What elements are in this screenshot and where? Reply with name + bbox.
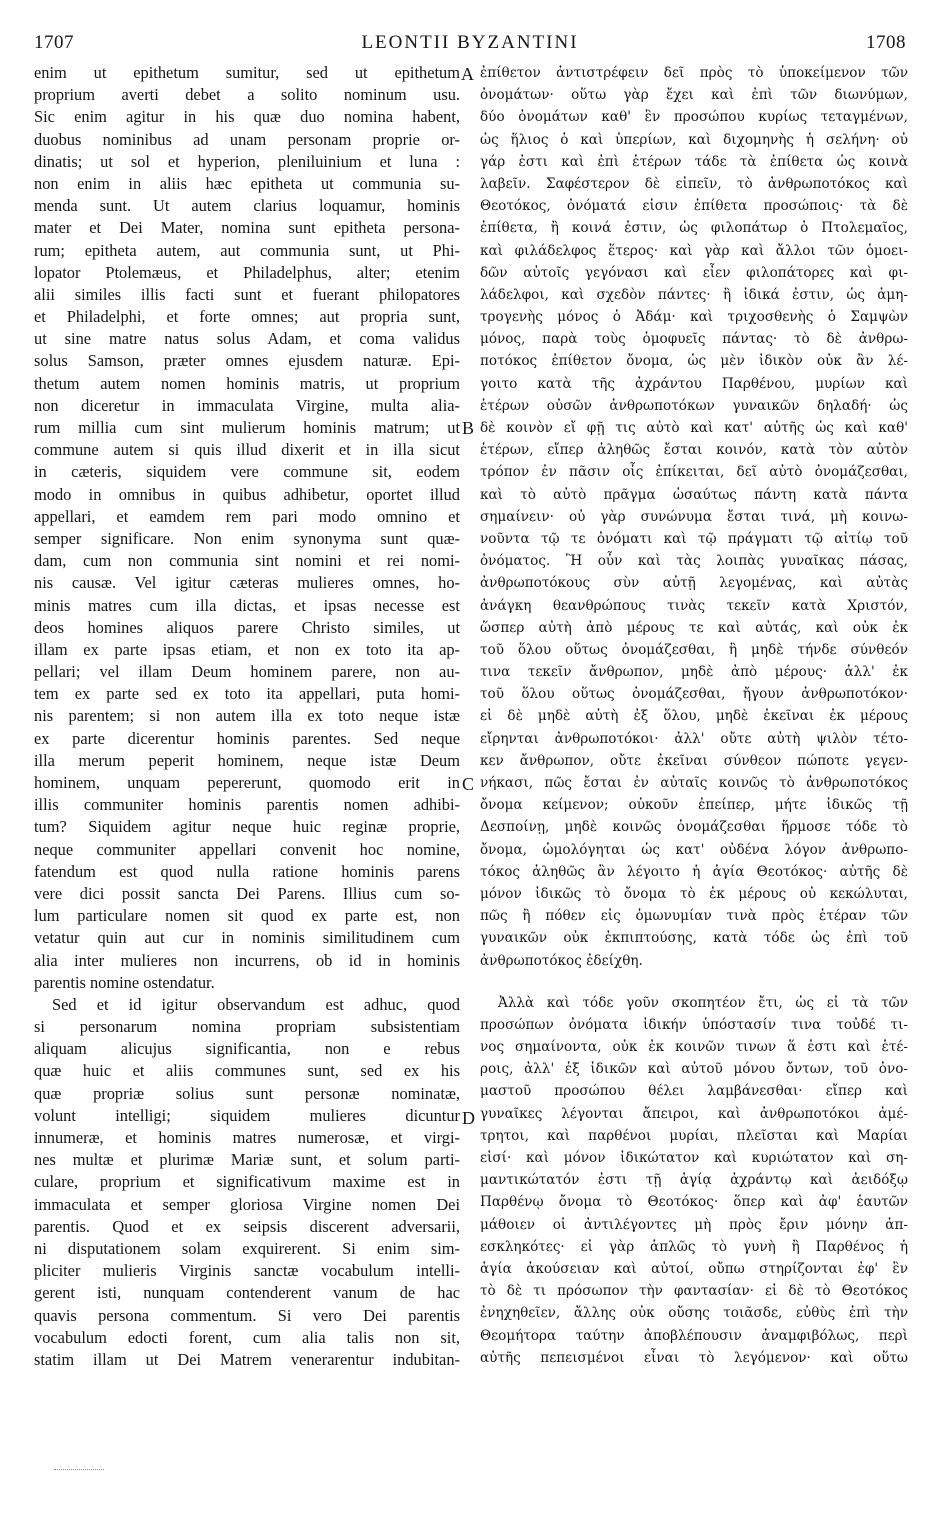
greek-text-line: γοιτο κατὰ τῆς ἀχράντου Παρθένου, μυρίων καὶ: [480, 375, 908, 392]
latin-text-line: minis matres cum illa dictas, et ipsas necesse est: [34, 595, 460, 615]
latin-text-line: illis communiter hominis parentis nomen adhibi-: [34, 795, 460, 815]
greek-text-line: ἐνηχηθεῖεν, ἄλλης οὐκ οὔσης τοιᾶσδε, εὐθὺς ἐπὶ τὴν: [480, 1305, 908, 1322]
latin-text-line: non diceretur in immaculata Virgine, multa alia-: [34, 395, 460, 415]
greek-text-line: γυναῖκες λέγονται ἄπειροι, καὶ ἀνθρωποτόκοι ἀμέ-: [480, 1105, 908, 1122]
latin-text-line: proprium averti debet a solito nominum usu.: [34, 85, 460, 105]
latin-text-line: menda sunt. Ut autem clarius loquamur, hominis: [34, 196, 460, 216]
latin-text-line: pellari; vel illam Deum hominem parere, non au-: [34, 662, 460, 682]
latin-column: [34, 62, 460, 1371]
margin-marker-c: C: [462, 774, 475, 794]
greek-text-line: Θεομήτορα ταύτην ἀποβλέπουσιν ἀναμφιβόλως, περὶ: [480, 1327, 908, 1344]
latin-text-line: vocabulum edocti forent, cum alia talis non sit,: [34, 1327, 460, 1347]
margin-marker-b: B: [462, 418, 475, 438]
greek-text-line: καὶ τὸ αὐτὸ πρᾶγμα ὡσαύτως πάντη κατὰ πάντα: [480, 486, 908, 503]
greek-text-line: εἴρηνται ἀνθρωποτόκοι· ἀλλ' οὔτε αὐτὴ ψιλὸν τέτο-: [480, 730, 908, 747]
latin-text-line: mater et Dei Mater, nomina sunt epitheta persona-: [34, 218, 460, 238]
greek-text-line: εσκληκότες· εἰ γὰρ ἁπλῶς τὸ γυνὴ ἢ Παρθένος ἡ: [480, 1238, 908, 1255]
latin-text-line: innumeræ, et hominis matres numerosæ, et virgi-: [34, 1128, 460, 1147]
greek-text-line: τρητοι, καὶ παρθένοι μυρίαι, πλεῖσται καὶ Μαρίαι: [480, 1127, 908, 1144]
greek-text-line: τὸ δὲ τι πρόσωπον τὴν φαντασίαν· εἰ δὲ τὸ Θεοτόκος: [480, 1283, 908, 1300]
greek-text-line: Θεοτόκος, ὀνόματά εἰσιν ἐπίθετα προσώποις· τὰ δὲ: [480, 198, 908, 215]
latin-text-line: nes multæ et plurimæ Mariæ sunt, et solum parti-: [34, 1150, 460, 1170]
footer-rule: [54, 1469, 104, 1470]
latin-text-line: pliciter mulieris Virginis sanctæ vocabulum intelli-: [34, 1261, 460, 1281]
running-title: LEONTII BYZANTINI: [361, 32, 579, 53]
latin-text-line: dam, cum non communia sint nomini et rei nomi-: [34, 551, 460, 571]
latin-text-line: non enim in aliis hæc epitheta ut communia su-: [34, 173, 460, 193]
greek-text-line: ὡς ἥλιος ὁ καὶ ὑπερίων, καὶ διχομηνὴς ἡ σελήνη· οὐ: [480, 131, 908, 148]
latin-text-line: thetum autem nomen hominis matris, ut proprium: [34, 373, 460, 393]
greek-text-line: κεν ἄνθρωπον, οὔτε ἐκεῖναι σύνθεον πώποτε γεγεν-: [480, 752, 908, 769]
greek-text-line: ὄνομα, ὡμολόγηται ὡς κατ' οὐδένα λόγον ἀνθρωπο-: [480, 841, 908, 858]
greek-text-line: ὀνόματος. Ἢ οὖν καὶ τὰς λοιπὰς γυναῖκας πάσας,: [480, 553, 908, 570]
latin-text-line: ut sine matre natus solus Adam, et coma validus: [34, 329, 460, 349]
greek-text-line: τοῦ ὅλου οὕτως ὀνομάζεσθαι, ἢ μηδὲ τήνδε σύνθεόν: [480, 641, 908, 658]
greek-text-line: προσώπων ὀνόματα ἰδικήν ὑπόστασίν τινα τοὐδέ τι-: [480, 1016, 908, 1033]
greek-text-line: δῶν αὐτοῖς γεγόνασι καὶ εἶεν φιλοπάτορες καὶ φι-: [480, 264, 908, 281]
latin-text-line: quæ huic et aliis communes sunt, sed ex his: [34, 1061, 460, 1081]
greek-text-line: μάθοιεν οἱ ἀντιλέγοντες μὴ πρὸς ἔριν μόνην ἀπ-: [480, 1216, 908, 1233]
greek-text-line: ἀνάγκη θεανθρώπους τινὰς τεκεῖν κατὰ Χριστόν,: [480, 597, 908, 614]
greek-text-line: νος σημαίνοντα, οὐκ ἐκ κοινῶν τινων ἅ ἐστι καὶ ἑτέ-: [480, 1039, 908, 1056]
latin-text-line: Sic enim agitur in his quæ duo nomina habent,: [34, 107, 460, 127]
left-page-number: 1707: [34, 32, 74, 53]
latin-text-line: hominem, unquam pepererunt, quomodo erit in: [34, 773, 460, 792]
latin-text-line: nis parentem; si non autem illa ex toto neque istæ: [34, 706, 460, 726]
latin-text-line: deos homines aliquos parere Christo similes, ut: [34, 617, 460, 637]
greek-text-line: μόνον ἰδικῶς τὸ ὄνομα τὸ ἐκ μέρους οὐ κεκώλυται,: [480, 885, 908, 902]
greek-text-line: δὲ κοινὸν εἴ φῇ τις αὐτὸ καὶ κατ' αὐτῆς ὡς καὶ καθ': [480, 420, 908, 436]
greek-text-line: μαντικώτατόν ἐστι τῇ ἁγίᾳ ἀχράντῳ καὶ ἀειδόξῳ: [480, 1172, 908, 1189]
latin-text-line: gerent isti, nunquam contenderent vanum de hac: [34, 1283, 460, 1303]
latin-text-line: dinatis; ut sol et hyperion, pleniluinium et luna :: [34, 151, 460, 171]
greek-text-line: ὥσπερ αὐτὴ ἀπὸ μέρους τε καὶ αὐτάς, καὶ οὐκ ἐκ: [480, 619, 908, 636]
greek-text-line: λάδελφοι, καὶ σχεδὸν πάντες· ἢ ἰδικά ἐστιν, ὡς ἀμη-: [480, 286, 908, 303]
greek-text-line: τρογενὴς μόνος ὁ Ἀδάμ· καὶ τριχοσθενὴς ὁ Σαμψὼν: [480, 309, 908, 326]
latin-text-line: ni disputationem solam exquirerent. Si enim sim-: [34, 1238, 460, 1258]
latin-text-line: culare, proprium et significativum maxime est in: [34, 1172, 460, 1192]
latin-text-line: illam ex parte ipsas etiam, et non ex toto ita ap-: [34, 639, 460, 659]
greek-text-line: γυναικῶν οὐκ ἐκπιπτούσης, κατὰ τόδε ὡς ἐπὶ τοῦ: [480, 930, 908, 947]
latin-text-line: aliquam alicujus significantia, non e rebus: [34, 1039, 460, 1059]
greek-text-line: Ἀλλὰ καὶ τόδε γοῦν σκοπητέον ἔτι, ὡς εἰ τὰ τῶν: [498, 994, 908, 1011]
latin-text-line: vetatur quin aut cur in nominis similitudinem cum: [34, 928, 460, 948]
greek-text-line: νήκασι, πῶς ἔσται ἐν αὐταῖς κοινῶς τὸ ἀνθρωποτόκος: [480, 775, 908, 791]
latin-text-line: rum millia cum sint mulierum hominis matrum; ut: [34, 418, 460, 437]
greek-text-line: αὐτῆς πεπεισμένοι εἶναι τὸ λεγόμενον· καὶ οὕτω: [480, 1349, 908, 1366]
paragraph-gap: [480, 972, 908, 992]
greek-text-line: Παρθένῳ ὄνομα τὸ Θεοτόκος· ὅπερ καὶ ἀφ' ἑαυτῶν: [480, 1194, 908, 1211]
greek-text-line: σημαίνειν· οὐ γὰρ συνώνυμα ἔσται τινά, μὴ κοινω-: [480, 508, 908, 525]
latin-text-line: neque communiter appellari convenit hoc nomine,: [34, 839, 460, 859]
latin-text-line: duobus nominibus ad unam personam proprie or-: [34, 129, 460, 149]
greek-text-line: τινα τεκεῖν ἄνθρωπον, μηδὲ ἀπὸ μέρους· ἀλλ' ἐκ: [480, 664, 908, 681]
latin-text-line: tem ex parte sed ex toto ita appellari, puta homi-: [34, 684, 460, 704]
latin-text-line: nis causæ. Vel igitur cæteras mulieres omnes, ho-: [34, 573, 460, 593]
greek-text-line: εἰσί· καὶ μόνον ἰδικώτατον καὶ κυριώτατον καὶ ση-: [480, 1150, 908, 1166]
latin-text-line: Sed et id igitur observandum est adhuc, quod: [52, 994, 460, 1014]
latin-text-line: enim ut epithetum sumitur, sed ut epithetum: [34, 63, 460, 82]
latin-text-line: lopator Ptolemæus, et Philadelphus, alter; etenim: [34, 262, 460, 282]
latin-text-line: vere dici possit sancta Dei Parens. Illius cum so-: [34, 883, 460, 903]
margin-marker-d: D: [462, 1108, 475, 1128]
greek-text-line: μαστοῦ προσώπου θέλει λαμβάνεσθαι· εἴπερ καὶ: [480, 1083, 908, 1100]
greek-text-line: εἰ δὲ μηδὲ αὐτὴ ἐξ ὅλου, μηδὲ ἐκεῖναι ἐκ μέρους: [480, 708, 908, 725]
latin-text-line: semper significare. Non enim synonyma sunt quæ-: [34, 528, 460, 548]
greek-text-line: λαβεῖν. Σαφέστερον δὲ εἰπεῖν, τὸ ἀνθρωποτόκος καὶ: [480, 175, 908, 192]
latin-text-line: et Philadelphi, et forte omnes; aut propria sunt,: [34, 307, 460, 327]
greek-text-line: τοῦ ὅλου οὕτως ὀνομάζεσθαι, ἤγουν ἀνθρωποτόκον·: [480, 686, 908, 703]
latin-text-line: in cæteris, siquidem vere commune sit, eodem: [34, 462, 460, 482]
greek-text-line: γάρ ἐστι καὶ ἐπὶ ἑτέρων τάδε τὰ ἐπίθετα ὡς κοινὰ: [480, 153, 908, 170]
latin-text-line: immaculata et semper gloriosa Virgine nomen Dei: [34, 1194, 460, 1214]
greek-column: [480, 62, 908, 1369]
latin-text-line: rum; epitheta autem, aut communia sunt, ut Phi-: [34, 240, 460, 260]
greek-text-line: ἀνθρωποτόκους σὺν αὐτῇ λεγομένας, καὶ αὐτὰς: [480, 575, 908, 592]
greek-text-line: πῶς ἢ πόθεν εἰς ὁμωνυμίαν τινὰ πρὸς ἑτέραν τῶν: [480, 908, 908, 925]
latin-text-line: lum particulare nomen sit quod ex parte est, non: [34, 906, 460, 926]
latin-text-line: solus Samson, præter omnes ejusdem naturæ. Epi-: [34, 351, 460, 371]
latin-text-line: modo in omnibus in quibus adhibetur, oportet illud: [34, 484, 460, 504]
greek-text-line: δύο ὀνομάτων καθ' ἓν προσώπου κυρίως τεταγμένων,: [480, 109, 908, 126]
latin-text-line: volunt intelligi; siquidem mulieres dicuntur: [34, 1105, 460, 1125]
latin-text-line: alii similes illis facti sunt et fuerant philopatores: [34, 284, 460, 304]
latin-text-line: quæ propriæ solius sunt personæ nominatæ,: [34, 1083, 460, 1103]
greek-text-line: τρόπον ἐν πᾶσιν οἷς ἐπίκειται, δεῖ αὐτὸ ὀνομάζεσθαι,: [480, 464, 908, 481]
greek-text-line: ἀνθρωποτόκος ἐδείχθη.: [480, 952, 643, 969]
greek-text-line: καὶ φιλάδελφος ἕτερος· καὶ γὰρ καὶ ἄλλοι τῶν ὁμοει-: [480, 242, 908, 259]
latin-text-line: commune autem si quis illud dixerit et in illa sicut: [34, 440, 460, 460]
latin-text-line: parentis nomine ostendatur.: [34, 972, 215, 992]
greek-text-line: ἁγία ἀκούσειαν καὶ αὐτοί, οὔπω στηρίζονται ἐφ' ἓν: [480, 1260, 908, 1277]
right-page-number: 1708: [866, 32, 906, 53]
greek-text-line: ἑτέρων, εἴπερ ἀληθῶς ἔσται κοινόν, κατὰ τὸν αὐτὸν: [480, 442, 908, 459]
greek-text-line: ἐπίθετα, ἢ κοινά ἐστιν, ὡς φιλοπάτωρ ὁ Πτολεμαῖος,: [480, 220, 908, 237]
margin-marker-a: A: [461, 64, 474, 84]
greek-text-line: ὄνομα κείμενον; οὐκοῦν ἐπείπερ, μήτε ἰδικῶς τῇ: [480, 797, 908, 814]
latin-text-line: statim illam ut Dei Matrem venerarentur indubitan-: [34, 1349, 460, 1369]
latin-text-line: si personarum nomina propriam subsistentiam: [34, 1017, 460, 1037]
page-header: [34, 32, 906, 60]
greek-text-line: νοῦντα τῷ τε ὀνόματι καὶ τῷ πράγματι τῷ αἰτίῳ τοῦ: [480, 530, 908, 547]
greek-text-line: μόνος, παρὰ τοὺς ὁμοφυεῖς πάντας· τὸ δὲ ἀνθρω-: [480, 331, 908, 348]
latin-text-line: tum? Siquidem agitur neque huic reginæ proprie,: [34, 817, 460, 837]
greek-text-line: τόκος ἀληθῶς ἂν λέγοιτο ἡ ἁγία Θεοτόκος· αὐτῆς δὲ: [480, 863, 908, 880]
greek-text-line: ὀνομάτων· οὕτω γὰρ ἔχει καὶ ἐπὶ τῶν διωνύμων,: [480, 87, 908, 104]
greek-text-line: ποτόκος ἐπίθετον ὄνομα, ὡς μὲν ἰδικὸν οὐκ ἂν λέ-: [480, 353, 908, 370]
greek-text-line: ροις, ἀλλ' ἐξ ἰδικῶν καὶ αὐτοῦ μόνου ὄντων, τοῦ ὀνο-: [480, 1061, 908, 1078]
latin-text-line: parentis. Quod et ex seipsis discerent adversarii,: [34, 1216, 460, 1236]
latin-text-line: fatendum est quod nulla ratione hominis parens: [34, 861, 460, 881]
latin-text-line: ex parte dicerentur hominis parentes. Sed neque: [34, 728, 460, 748]
latin-text-line: alia inter mulieres non incurrens, ob id in hominis: [34, 950, 460, 970]
greek-text-line: ἐπίθετον ἀντιστρέφειν δεῖ πρὸς τὸ ὑποκείμενον τῶν: [480, 65, 908, 81]
greek-text-line: ἑτέρων οὐσῶν ἀνθρωποτόκων γυναικῶν δηλαδή· ὡς: [480, 397, 908, 414]
greek-text-line: Δεσποίνῃ, μηδὲ κοινῶς ὀνομάζεσθαι ἥρμοσε τόδε τὸ: [480, 819, 908, 836]
latin-text-line: illa merum peperit hominem, neque istæ Deum: [34, 750, 460, 770]
latin-text-line: appellari, et eamdem rem pari modo omnino et: [34, 506, 460, 526]
latin-text-line: quavis persona commentum. Si vero Dei parentis: [34, 1305, 460, 1325]
